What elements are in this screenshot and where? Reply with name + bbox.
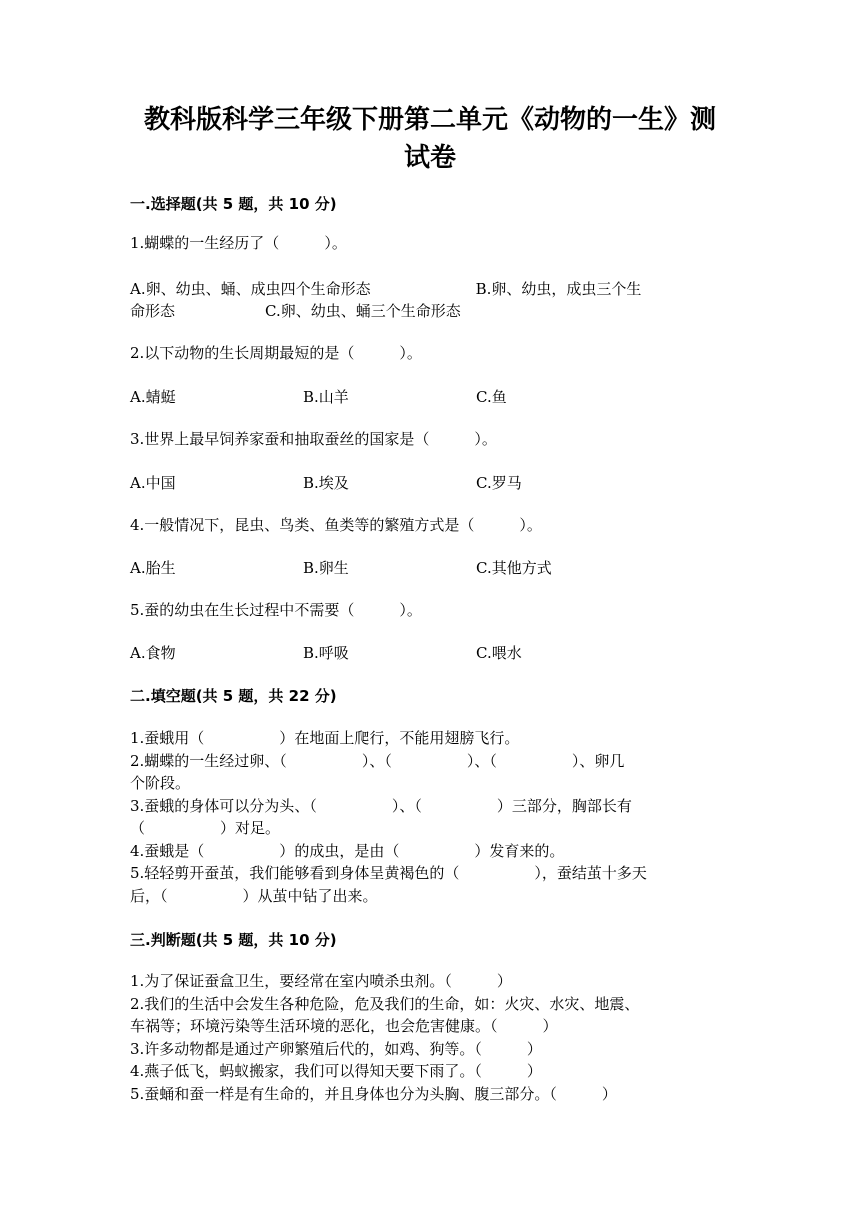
option-b: B.呼吸	[303, 644, 349, 662]
fill-line-5: （ ）对足。	[130, 819, 281, 837]
judge-line-4: 3.许多动物都是通过产卵繁殖后代的，如鸡、狗等。（ ）	[130, 1040, 542, 1058]
judge-line-6: 5.蚕蛹和蚕一样是有生命的，并且身体也分为头胸、腹三部分。（ ）	[130, 1085, 617, 1103]
option-c: C.罗马	[476, 474, 522, 492]
option-c: C.其他方式	[476, 559, 552, 577]
option-b: B.埃及	[303, 474, 349, 492]
question-1-options-line-1: A.卵、幼虫、蛹、成虫四个生命形态 B.卵、幼虫，成虫三个生	[130, 280, 642, 298]
question-1: 1.蝴蝶的一生经历了（ ）。	[130, 234, 347, 252]
fill-line-3: 个阶段。	[130, 774, 191, 792]
title-line-2: 试卷	[403, 143, 456, 173]
fill-line-4: 3.蚕蛾的身体可以分为头、（ ）、（ ）三部分，胸部长有	[130, 797, 632, 815]
option-b: B.山羊	[303, 388, 349, 406]
option-a: A.蜻蜓	[130, 388, 176, 406]
judge-line-1: 1.为了保证蚕盒卫生，要经常在室内喷杀虫剂。（ ）	[130, 972, 512, 990]
fill-line-7: 5.轻轻剪开蚕茧，我们能够看到身体呈黄褐色的（ ），蚕结茧十多天	[130, 864, 647, 882]
fill-line-6: 4.蚕蛾是（ ）的成虫，是由（ ）发育来的。	[130, 842, 565, 860]
section-heading-judgment: 三.判断题(共 5 题，共 10 分)	[130, 931, 337, 949]
judge-line-2: 2.我们的生活中会发生各种危险，危及我们的生命，如：火灾、水灾、地震、	[130, 995, 640, 1013]
judge-line-5: 4.燕子低飞，蚂蚁搬家，我们可以得知天要下雨了。（ ）	[130, 1062, 542, 1080]
option-a: A.胎生	[130, 559, 176, 577]
option-a: A.中国	[130, 474, 176, 492]
question-1-options-line-2: 命形态 C.卵、幼虫、蛹三个生命形态	[130, 302, 461, 320]
question-3: 3.世界上最早饲养家蚕和抽取蚕丝的国家是（ ）。	[130, 430, 497, 448]
fill-line-2: 2.蝴蝶的一生经过卵、（ ）、（ ）、（ ）、卵几	[130, 752, 625, 770]
section-heading-choice: 一.选择题(共 5 题，共 10 分)	[130, 195, 337, 213]
option-b: B.卵生	[303, 559, 349, 577]
option-c: C.鱼	[476, 388, 507, 406]
section-heading-fill-blank: 二.填空题(共 5 题，共 22 分)	[130, 687, 337, 705]
question-4: 4.一般情况下，昆虫、鸟类、鱼类等的繁殖方式是（ ）。	[130, 516, 542, 534]
question-2: 2.以下动物的生长周期最短的是（ ）。	[130, 344, 422, 362]
question-5: 5.蚕的幼虫在生长过程中不需要（ ）。	[130, 601, 422, 619]
option-c: C.喂水	[476, 644, 522, 662]
fill-line-1: 1.蚕蛾用（ ）在地面上爬行，不能用翅膀飞行。	[130, 729, 520, 747]
page-title	[130, 101, 730, 177]
title-line-1: 教科版科学三年级下册第二单元《动物的一生》测	[143, 105, 716, 135]
option-a: A.食物	[130, 644, 176, 662]
fill-line-8: 后，（ ）从茧中钻了出来。	[130, 887, 378, 905]
judge-line-3: 车祸等；环境污染等生活环境的恶化，也会危害健康。（ ）	[130, 1017, 558, 1035]
